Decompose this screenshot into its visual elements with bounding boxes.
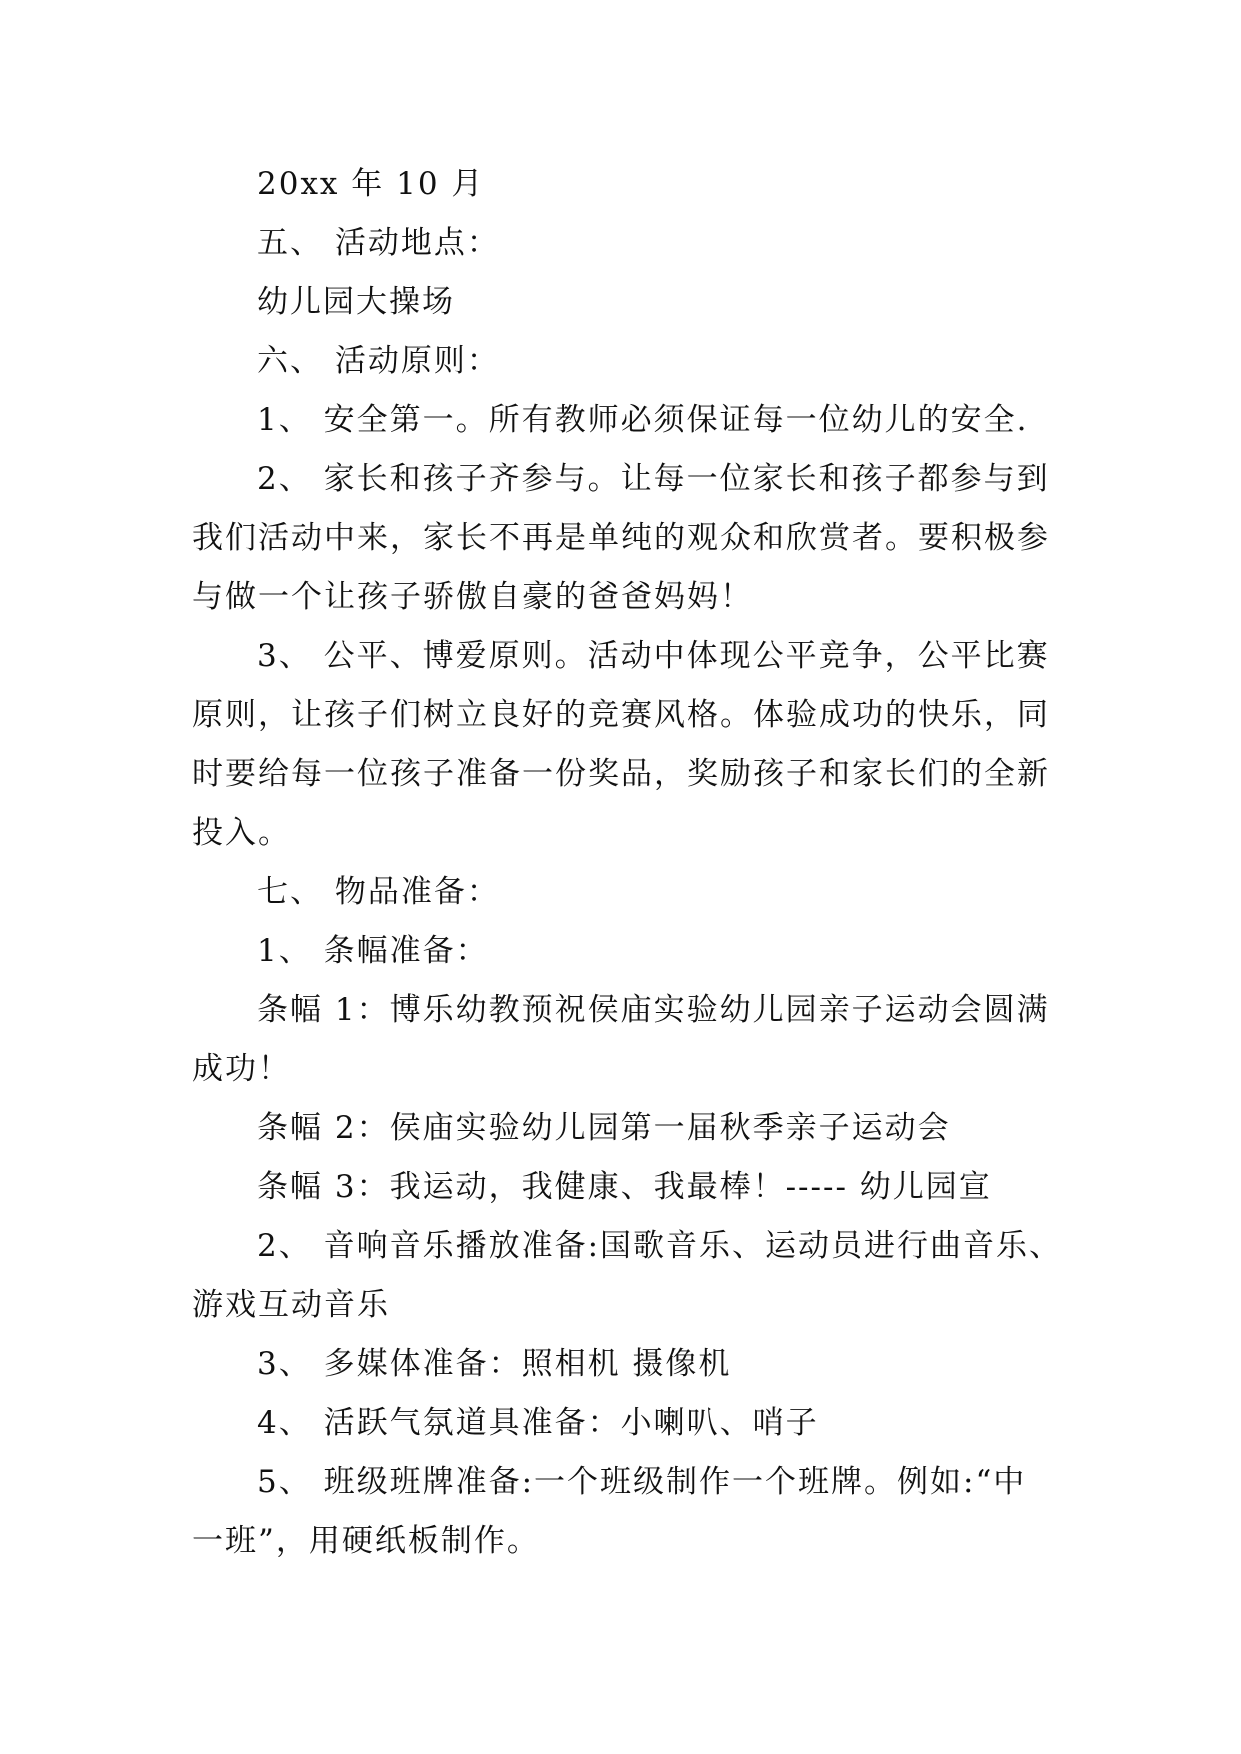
section-heading-location: 五、 活动地点： — [257, 225, 500, 261]
principle-2-line-2: 我们活动中来，家长不再是单纯的观众和欣赏者。要积极参 — [192, 520, 1050, 556]
material-2-line-2: 游戏互动音乐 — [192, 1287, 390, 1323]
material-2-line-1: 2、 音响音乐播放准备:国歌音乐、运动员进行曲音乐、 — [257, 1228, 1063, 1264]
principle-2-line-3: 与做一个让孩子骄傲自豪的爸爸妈妈！ — [192, 579, 753, 615]
banner-2: 条幅 2：侯庙实验幼儿园第一届秋季亲子运动会 — [257, 1110, 951, 1146]
date-line: 20xx 年 10 月 — [257, 166, 485, 202]
principle-3-line-4: 投入。 — [192, 815, 291, 851]
principle-3-line-1: 3、 公平、博爱原则。活动中体现公平竞争，公平比赛 — [257, 638, 1050, 674]
principle-1: 1、 安全第一。所有教师必须保证每一位幼儿的安全. — [257, 402, 1029, 438]
section-heading-materials: 七、 物品准备： — [257, 874, 500, 910]
banner-1-line-1: 条幅 1：博乐幼教预祝侯庙实验幼儿园亲子运动会圆满 — [257, 992, 1050, 1028]
principle-3-line-3: 时要给每一位孩子准备一份奖品，奖励孩子和家长们的全新 — [192, 756, 1050, 792]
material-5-line-1: 5、 班级班牌准备:一个班级制作一个班牌。例如:“中 — [257, 1464, 1027, 1500]
banner-1-line-2: 成功！ — [192, 1051, 291, 1087]
material-5-line-2: 一班”，用硬纸板制作。 — [192, 1523, 540, 1559]
banner-3: 条幅 3：我运动，我健康、我最棒！----- 幼儿园宣 — [257, 1169, 992, 1205]
material-4: 4、 活跃气氛道具准备：小喇叭、哨子 — [257, 1405, 819, 1441]
location-text: 幼儿园大操场 — [257, 284, 455, 320]
material-1-heading: 1、 条幅准备： — [257, 933, 489, 969]
material-3: 3、 多媒体准备：照相机 摄像机 — [257, 1346, 732, 1382]
section-heading-principles: 六、 活动原则： — [257, 343, 500, 379]
principle-2-line-1: 2、 家长和孩子齐参与。让每一位家长和孩子都参与到 — [257, 461, 1050, 497]
principle-3-line-2: 原则，让孩子们树立良好的竞赛风格。体验成功的快乐，同 — [192, 697, 1050, 733]
